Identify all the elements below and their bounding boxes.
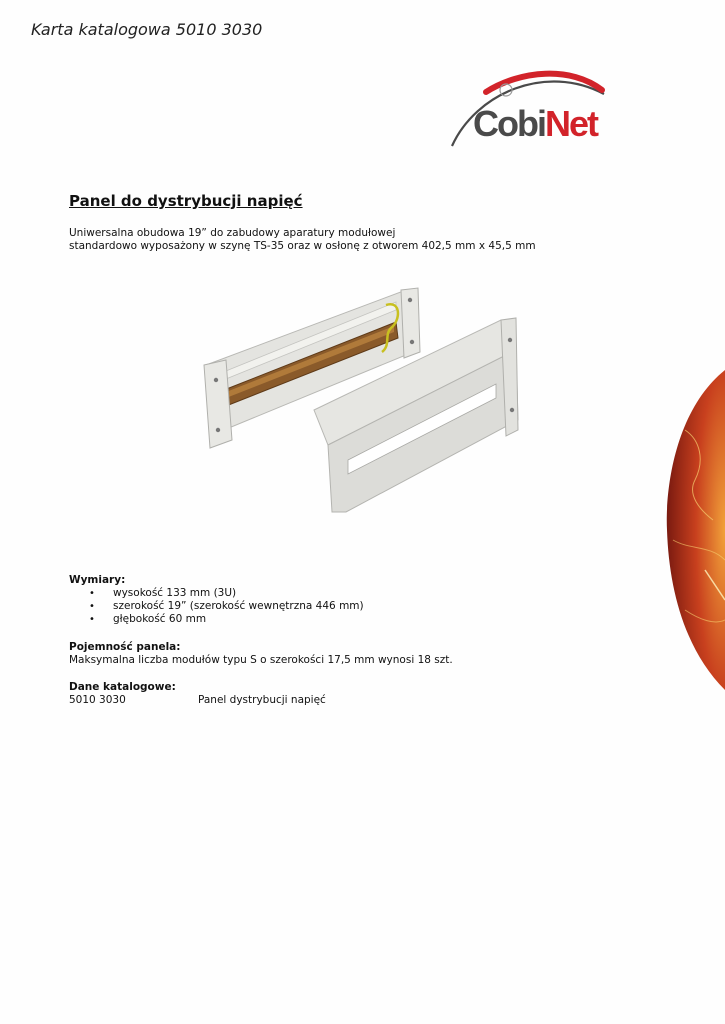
capacity-text: Maksymalna liczba modułów typu S o szerokości 17,5 mm wynosi 18 szt.	[69, 654, 453, 666]
dimension-text: szerokość 19” (szerokość wewnętrzna 446 mm)	[113, 600, 364, 612]
page-header-title: Karta katalogowa 5010 3030	[31, 20, 263, 39]
logo-text-net: Net	[544, 103, 597, 144]
catalog-section	[69, 681, 326, 707]
bullet-icon: •	[89, 601, 95, 612]
dimensions-section	[69, 574, 364, 626]
logo-wordmark	[473, 103, 597, 144]
catalog-row	[69, 694, 326, 707]
catalog-code: 5010 3030	[69, 694, 126, 706]
product-title: Panel do dystrybucji napięć	[69, 192, 303, 210]
catalog-heading: Dane katalogowe:	[69, 681, 176, 693]
bullet-icon: •	[89, 588, 95, 599]
globe-decoration	[665, 370, 725, 690]
list-item	[69, 587, 364, 600]
product-photo	[196, 280, 528, 520]
list-item	[69, 613, 364, 626]
catalog-name: Panel dystrybucji napięć	[198, 694, 326, 706]
dimension-text: głębokość 60 mm	[113, 613, 207, 625]
dimensions-heading: Wymiary:	[69, 574, 126, 586]
list-item	[69, 600, 364, 613]
logo-text-cobi: Cobi	[473, 103, 545, 144]
intro-line: standardowo wyposażony w szynę TS-35 oraz w osłonę z otworem 402,5 mm x 45,5 mm	[69, 240, 536, 252]
dimensions-list	[69, 587, 364, 626]
bullet-icon: •	[89, 614, 95, 625]
dimension-text: wysokość 133 mm (3U)	[113, 587, 237, 599]
capacity-heading: Pojemność panela:	[69, 641, 181, 653]
product-intro	[69, 227, 536, 253]
intro-line: Uniwersalna obudowa 19” do zabudowy aparatury modułowej	[69, 227, 396, 239]
cobinet-logo	[446, 68, 616, 153]
capacity-section	[69, 641, 453, 667]
